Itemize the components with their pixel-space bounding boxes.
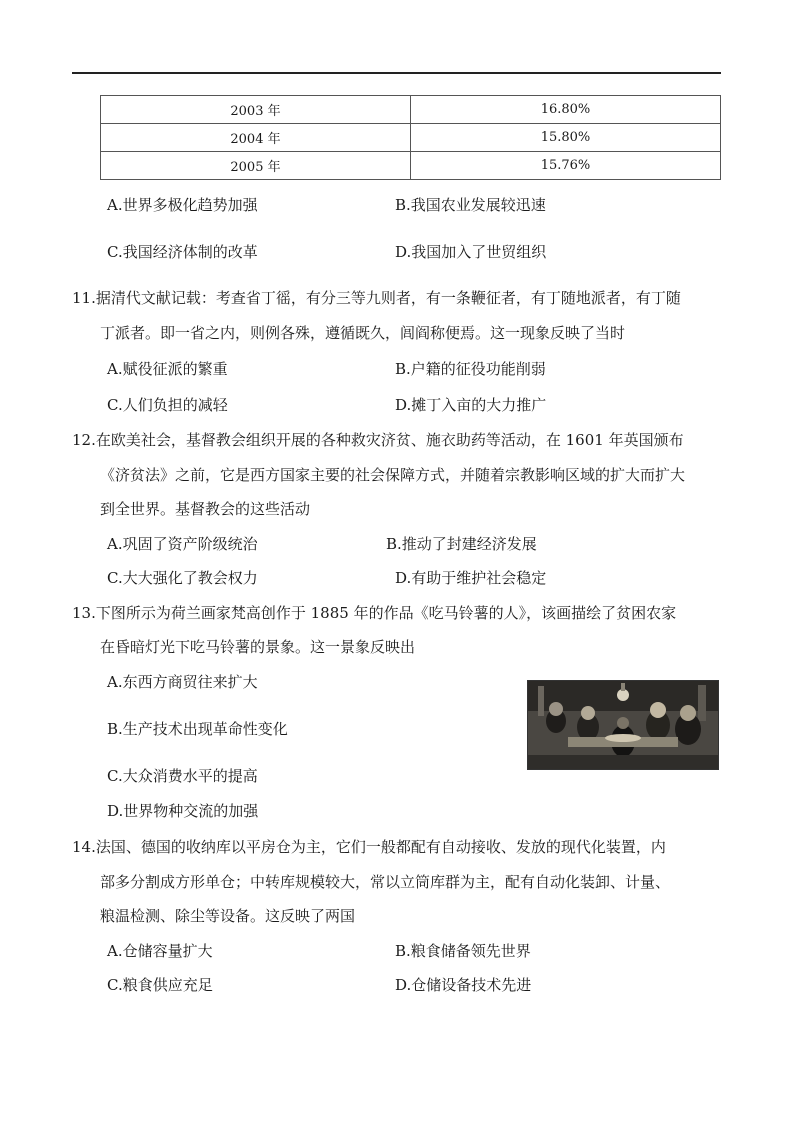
q14-option-c[interactable]: C.粮食供应充足 xyxy=(107,976,213,994)
q13-option-b[interactable]: B.生产技术出现革命性变化 xyxy=(107,720,288,738)
q10-option-c[interactable]: C.我国经济体制的改革 xyxy=(107,243,258,261)
q11-option-d[interactable]: D.摊丁入亩的大力推广 xyxy=(395,396,547,414)
q13-option-a[interactable]: A.东西方商贸往来扩大 xyxy=(107,673,258,691)
table-row xyxy=(101,124,721,152)
q11-stem-line1: 11.据清代文献记载：考查省丁徭，有分三等九则者，有一条鞭征者，有丁随地派者，有丁随 xyxy=(72,289,681,307)
q10-option-d[interactable]: D.我国加入了世贸组织 xyxy=(395,243,547,261)
q14-stem-line3: 粮温检测、除尘等设备。这反映了两国 xyxy=(100,907,356,925)
q14-option-d[interactable]: D.仓储设备技术先进 xyxy=(395,976,532,994)
table-row xyxy=(101,152,721,180)
q12-option-b[interactable]: B.推动了封建经济发展 xyxy=(386,535,537,553)
q12-option-a[interactable]: A.巩固了资产阶级统治 xyxy=(107,535,258,553)
q13-stem-line2: 在昏暗灯光下吃马铃薯的景象。这一景象反映出 xyxy=(100,638,416,656)
q13-option-c[interactable]: C.大众消费水平的提高 xyxy=(107,767,258,785)
q11-option-c[interactable]: C.人们负担的减轻 xyxy=(107,396,228,414)
q14-option-b[interactable]: B.粮食储备领先世界 xyxy=(395,942,531,960)
q11-option-a[interactable]: A.赋役征派的繁重 xyxy=(107,360,228,378)
q12-stem-line2: 《济贫法》之前，它是西方国家主要的社会保障方式，并随着宗教影响区域的扩大而扩大 xyxy=(100,466,686,484)
data-table xyxy=(100,95,721,180)
q10-option-b[interactable]: B.我国农业发展较迅速 xyxy=(395,196,546,214)
q11-stem-line2: 丁派者。即一省之内，则例各殊，遵循既久，闾阎称便焉。这一现象反映了当时 xyxy=(100,324,626,342)
table-cell: 2003 年 xyxy=(101,96,411,124)
q12-option-d[interactable]: D.有助于维护社会稳定 xyxy=(395,569,547,587)
table-cell: 2004 年 xyxy=(101,124,411,152)
q13-option-d[interactable]: D.世界物种交流的加强 xyxy=(107,802,259,820)
q12-option-c[interactable]: C.大大强化了教会权力 xyxy=(107,569,258,587)
table-cell: 16.80% xyxy=(411,96,721,124)
potato-eaters-painting xyxy=(527,680,719,770)
header-rule xyxy=(72,72,721,74)
q14-stem-line2: 部多分割成方形单仓；中转库规模较大，常以立筒库群为主，配有自动化装卸、计量、 xyxy=(100,873,671,891)
q14-stem-line1: 14.法国、德国的收纳库以平房仓为主，它们一般都配有自动接收、发放的现代化装置，内 xyxy=(72,838,666,856)
table-cell: 15.76% xyxy=(411,152,721,180)
q13-stem-line1: 13.下图所示为荷兰画家梵高创作于 1885 年的作品《吃马铃薯的人》，该画描绘了贫困农家 xyxy=(72,604,677,622)
table-cell: 2005 年 xyxy=(101,152,411,180)
q11-option-b[interactable]: B.户籍的征役功能削弱 xyxy=(395,360,546,378)
q10-option-a[interactable]: A.世界多极化趋势加强 xyxy=(107,196,258,214)
q12-stem-line1: 12.在欧美社会，基督教会组织开展的各种救灾济贫、施衣助药等活动，在 1601 年英国颁布 xyxy=(72,431,684,449)
q14-option-a[interactable]: A.仓储容量扩大 xyxy=(107,942,213,960)
painting-image xyxy=(528,681,718,769)
table-cell: 15.80% xyxy=(411,124,721,152)
q12-stem-line3: 到全世界。基督教会的这些活动 xyxy=(100,500,311,518)
table-row xyxy=(101,96,721,124)
